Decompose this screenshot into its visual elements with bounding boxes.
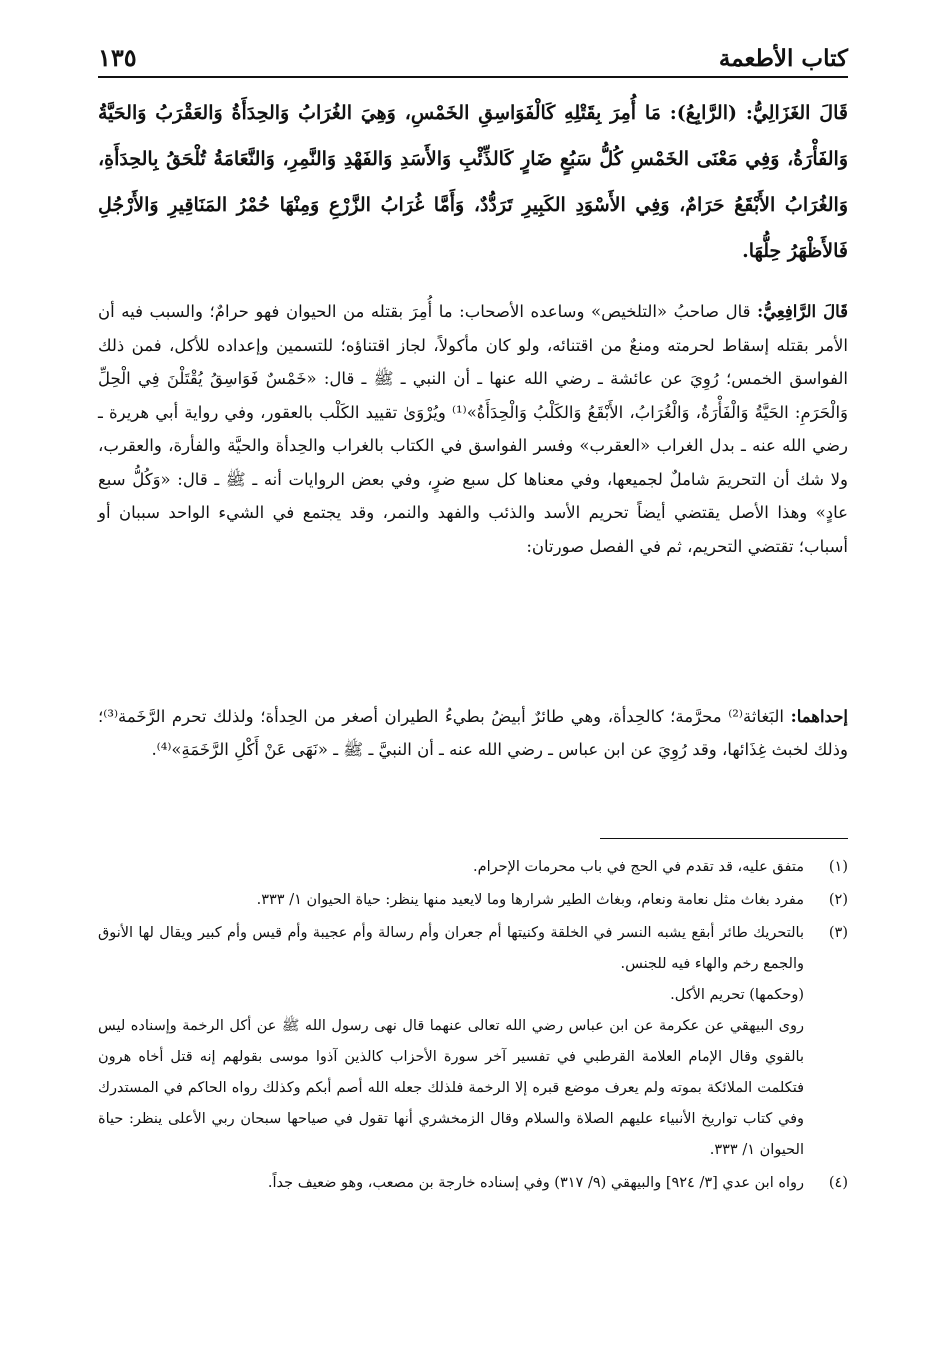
footnote-number: (١) [828,859,848,875]
header-divider [98,76,848,78]
footnote-line: متفق عليه، قد تقدم في الحج في باب محرمات الإحرام. [473,859,804,875]
footnote-number: (٢) [828,892,848,908]
footnote-item [98,885,848,916]
footnote-body [98,852,804,883]
first-case-paragraph [98,700,848,766]
page-number: ١٣٥ [98,43,137,72]
footnote-line: روى البيهقي عن عكرمة عن ابن عباس رضي الله تعالى عنهما قال نهى رسول الله ﷺ عن أكل الرخمة وإسناده ليس بالقوي وقال الإمام العلامة القرطبي في تفسير آخر سورة الأحزاب كالذين آذوا موسى بقولهم إنه قتل أخاه هرون فتكلمت الملائكة بموته ولم يعرف موضع قبره إلا الرخمة فلذلك جعله الله أصم أبكم وكذلك رواه الحاكم في المستدرك وفي كتاب تواريخ الأنبياء عليهم الصلاة والسلام وقال الزمخشري أنها تقول في صياحها سبحان ربي الأعلى ينظر: حياة الحيوان ١/ ٣٣٣. [98,1018,804,1158]
first-case-lead: إحداهما: [790,707,848,726]
running-title: كتاب الأطعمة [718,45,848,72]
footnote-item [98,1168,848,1199]
footnote-body [98,918,804,1166]
rafii-lead: قَالَ الرَّافِعِيُّ: [757,302,848,321]
page-header [98,30,848,72]
footnotes [98,852,848,1201]
footnote-line: بالتحريك طائر أبقع يشبه النسر في الخلقة وكنيتها أم جعران وأم رسالة وأم عجيبة وأم قيس وأم كبير ويقال لها الأنوق والجمع رخم والهاء فيه للجنس. [98,925,804,972]
first-case-text: البَغاثة⁽²⁾ محرَّمة؛ كالحِدأة، وهي طائرٌ أبيضُ بطيءُ الطيران أصغر من الحِدأة؛ ولذلك تحرم الرَّخَمة⁽³⁾؛ وذلك لخبث غِذَائها، وقد رُوِيَ عن ابن عباس ـ رضي الله عنه ـ أن النبيَّ ـ ﷺ ـ «نَهَى عَنْ أَكْلِ الرَّخَمَةِ»⁽⁴⁾. [98,707,848,759]
footnote-body [98,885,804,916]
rafii-text: قال صاحبُ «التلخيص» وساعده الأصحاب: ما أُمِرَ بقتله من الحيوان فهو حرامٌ؛ والسبب فيه أن الأمر بقتله إسقاط لحرمته ومنعٌ من اقتنائه، ولو كان مأكولاً، لجاز اقتناؤه؛ للتسمين وإعداده للأكل، فمن ذلك الفواسق الخمس؛ رُوِيَ عن عائشة ـ رضي الله عنها ـ أن النبي ـ ﷺ ـ قال: «خَمْسٌ فَوَاسِقُ يُقْتَلْنَ فِي الْحِلِّ وَالْحَرَمِ: الحَيَّةُ وَالْفَأْرَةُ، وَالْغُرَابُ، الأَبْقَعُ وَالكَلْبُ وَالْحِدَأَةُ»⁽¹⁾ ويُرْوَىٰ تقييد الكَلْب بالعقور، وفي رواية أبي هريرة ـ رضي الله عنه ـ بدل الغراب «العقرب» وفسر الفواسق في الكتاب بالغراب والحِدأة والحيَّة والفأرة، والعقرب، ولا شك أن التحريمَ شاملٌ لجميعها، وفي معناها كل سبع ضرٍ، وفي بعض الروايات أنه ـ ﷺ ـ قال: «وَكُلُّ سبع عادٍ» وهذا الأصل يقتضي أيضاً تحريم الأسد والذئب والفهد والنمر، وقد يجتمع في الشيء الواحد سببان أو أسباب؛ تقتضي التحريم، ثم في الفصل صورتان: [98,302,848,556]
footnote-line: مفرد بغاث مثل نعامة ونعام، وبغاث الطير شرارها وما لايعيد منها ينظر: حياة الحيوان ١/ ٣٣٣. [256,892,804,908]
ghazali-text: قَالَ الغَزَالِيُّ: (الرَّابِعُ): مَا أُمِرَ بِقَتْلِهِ كَالْفَوَاسِقِ الخَمْسِ، وَهِيَ الغُرَابُ وَالحِدَأَةُ وَالعَقْرَبُ وَالحَيَّةُ وَالفَأْرَةُ، وَفِي مَعْنَى الخَمْسِ كُلُّ سَبُعٍ ضَارٍ كَالذِّئْبِ وَالأَسَدِ وَالفَهْدِ وَالنَّمِرِ، وَالنَّعَامَةُ تُلْحَقُ بِالحِدَأَةِ، وَالغُرَابُ الأَبْقَعُ حَرَامٌ، وَفِي الأَسْوَدِ الكَبِيرِ تَرَدُّدٌ، وَأَمَّا غُرَابُ الزَّرْعِ وَمِنْهَا حُمْرُ المَنَاقِيرِ وَالأَرْجُلِ فَالأَظْهَرُ حِلُّهَا. [98,102,848,262]
footnote-body [98,1168,804,1199]
ghazali-matn-paragraph [98,90,848,274]
footnote-line: رواه ابن عدي [٣/ ٩٢٤] والبيهقي (٩/ ٣١٧) وفي إسناده خارجة بن مصعب، وهو ضعيف جداً. [267,1175,804,1191]
footnote-line: (وحكمها) تحريم الأكل. [670,987,804,1003]
footnote-item [98,918,848,1166]
footnote-number: (٤) [828,1175,848,1191]
footnote-divider [600,838,848,839]
footnote-item [98,852,848,883]
rafii-commentary-paragraph [98,295,848,563]
footnote-number: (٣) [828,925,848,941]
